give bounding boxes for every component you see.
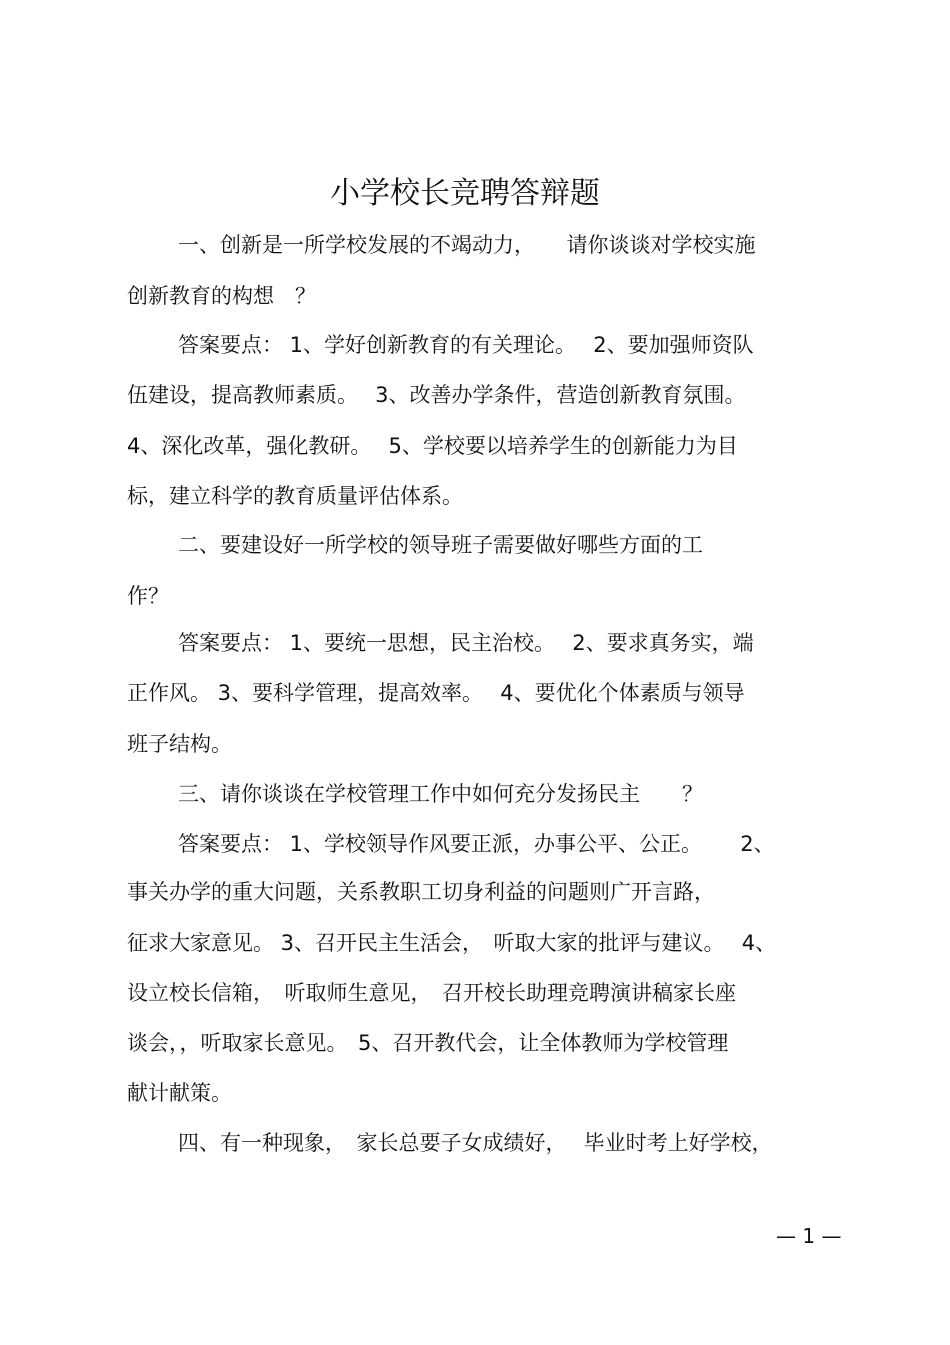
answer-2-line-3: 班子结构。 [127,732,232,756]
question-1-line-1: 一、创新是一所学校发展的不竭动力， 请你谈谈对学校实施 [178,233,756,257]
answer-3-line-3: 征求大家意见。 3、召开民主生活会， 听取大家的批评与建议。 4、 [127,931,777,955]
answer-1-line-1: 答案要点： 1、学好创新教育的有关理论。 2、要加强师资队 [178,333,754,357]
question-1-line-2: 创新教育的构想 ？ [127,284,316,308]
answer-3-line-1: 答案要点： 1、学校领导作风要正派，办事公平、公正。 2、 [178,832,775,856]
answer-3-line-2: 事关办学的重大问题，关系教职工切身利益的问题则广开言路， [127,880,715,904]
question-2-line-2: 作？ [127,584,169,608]
question-4-line-1: 四、有一种现象， 家长总要子女成绩好， 毕业时考上好学校， [178,1131,773,1155]
answer-1-line-3: 4、深化改革，强化教研。 5、学校要以培养学生的创新能力为目 [127,434,738,458]
answer-3-line-6: 献计献策。 [127,1081,232,1105]
answer-1-line-4: 标，建立科学的教育质量评估体系。 [127,484,463,508]
page-number: — 1 — [776,1224,842,1248]
document-title: 小学校长竞聘答辩题 [330,176,600,211]
question-3-line-1: 三、请你谈谈在学校管理工作中如何充分发扬民主 ？ [178,782,703,806]
answer-3-line-4: 设立校长信箱， 听取师生意见， 召开校长助理竞聘演讲稿家长座 [127,981,736,1005]
answer-1-line-2: 伍建设，提高教师素质。 3、改善办学条件，营造创新教育氛围。 [127,383,746,407]
answer-2-line-1: 答案要点： 1、要统一思想，民主治校。 2、要求真务实，端 [178,631,754,655]
answer-3-line-5: 谈会，，听取家长意见。 5、召开教代会，让全体教师为学校管理 [127,1031,729,1055]
answer-2-line-2: 正作风。 3、要科学管理，提高效率。 4、要优化个体素质与领导 [127,681,745,705]
question-2-line-1: 二、要建设好一所学校的领导班子需要做好哪些方面的工 [178,533,703,557]
